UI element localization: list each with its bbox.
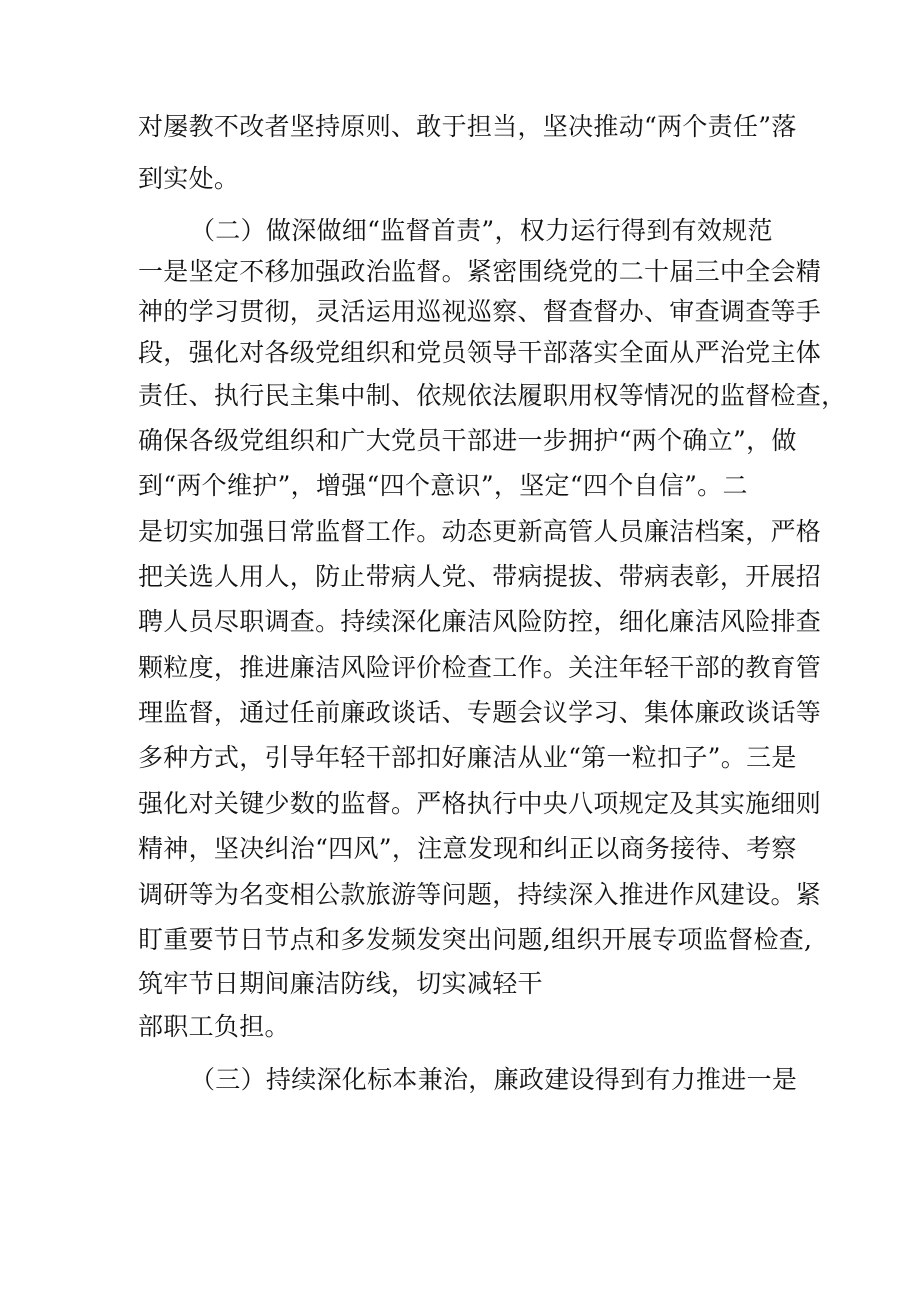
text-line: 神的学习贯彻，灵活运用巡视巡察、督查督办、审查调查等手 [138,297,822,326]
text-line: 精神，坚决纠治“四风”，注意发现和纠正以商务接待、考察 [138,834,797,863]
text-line: 聘人员尽职调查。持续深化廉洁风险防控，细化廉洁风险排查 [138,607,822,636]
text-line: 是切实加强日常监督工作。动态更新高管人员廉洁档案，严格 [138,517,822,546]
text-line: 筑牢节日期间廉洁防线，切实减轻干 [138,969,543,998]
text-line: 多种方式，引导年轻干部扣好廉洁从业“第一粒扣子”。三是 [138,743,797,772]
text-line: 一是坚定不移加强政治监督。紧密围绕党的二十届三中全会精 [138,257,822,286]
text-line: 把关选人用人，防止带病人党、带病提拔、带病表彰，开展招 [138,562,822,591]
text-line: 部职工负担。 [138,1012,290,1041]
text-line: 确保各级党组织和广大党员干部进一步拥护“两个确立”，做 [138,426,797,455]
text-line: 颗粒度，推进廉洁风险评价检查工作。关注年轻干部的教育管 [138,653,822,682]
text-line: 理监督，通过任前廉政谈话、专题会议学习、集体廉政谈话等 [138,698,822,727]
section-heading-2: （二）做深做细“监督首责”，权力运行得到有效规范 [190,216,773,245]
text-line: 对屡教不改者坚持原则、敢于担当，坚决推动“两个责任”落 [138,112,797,141]
text-line: 段，强化对各级党组织和党员领导干部落实全面从严治党主体 [138,338,822,367]
text-line: 强化对关键少数的监督。严格执行中央八项规定及其实施细则 [138,789,822,818]
text-line: 盯重要节日节点和多发频发突出问题,组织开展专项监督检查, [138,925,813,954]
section-heading-3: （三）持续深化标本兼治，廉政建设得到有力推进一是 [190,1065,798,1094]
text-line: 到实处。 [138,164,240,193]
text-line: 到“两个维护”，增强“四个意识”，坚定“四个自信”。二 [138,471,748,500]
text-line: 责任、执行民主集中制、依规依法履职用权等情况的监督检查， [138,381,847,410]
text-line: 调研等为名变相公款旅游等问题，持续深入推进作风建设。紧 [138,880,822,909]
